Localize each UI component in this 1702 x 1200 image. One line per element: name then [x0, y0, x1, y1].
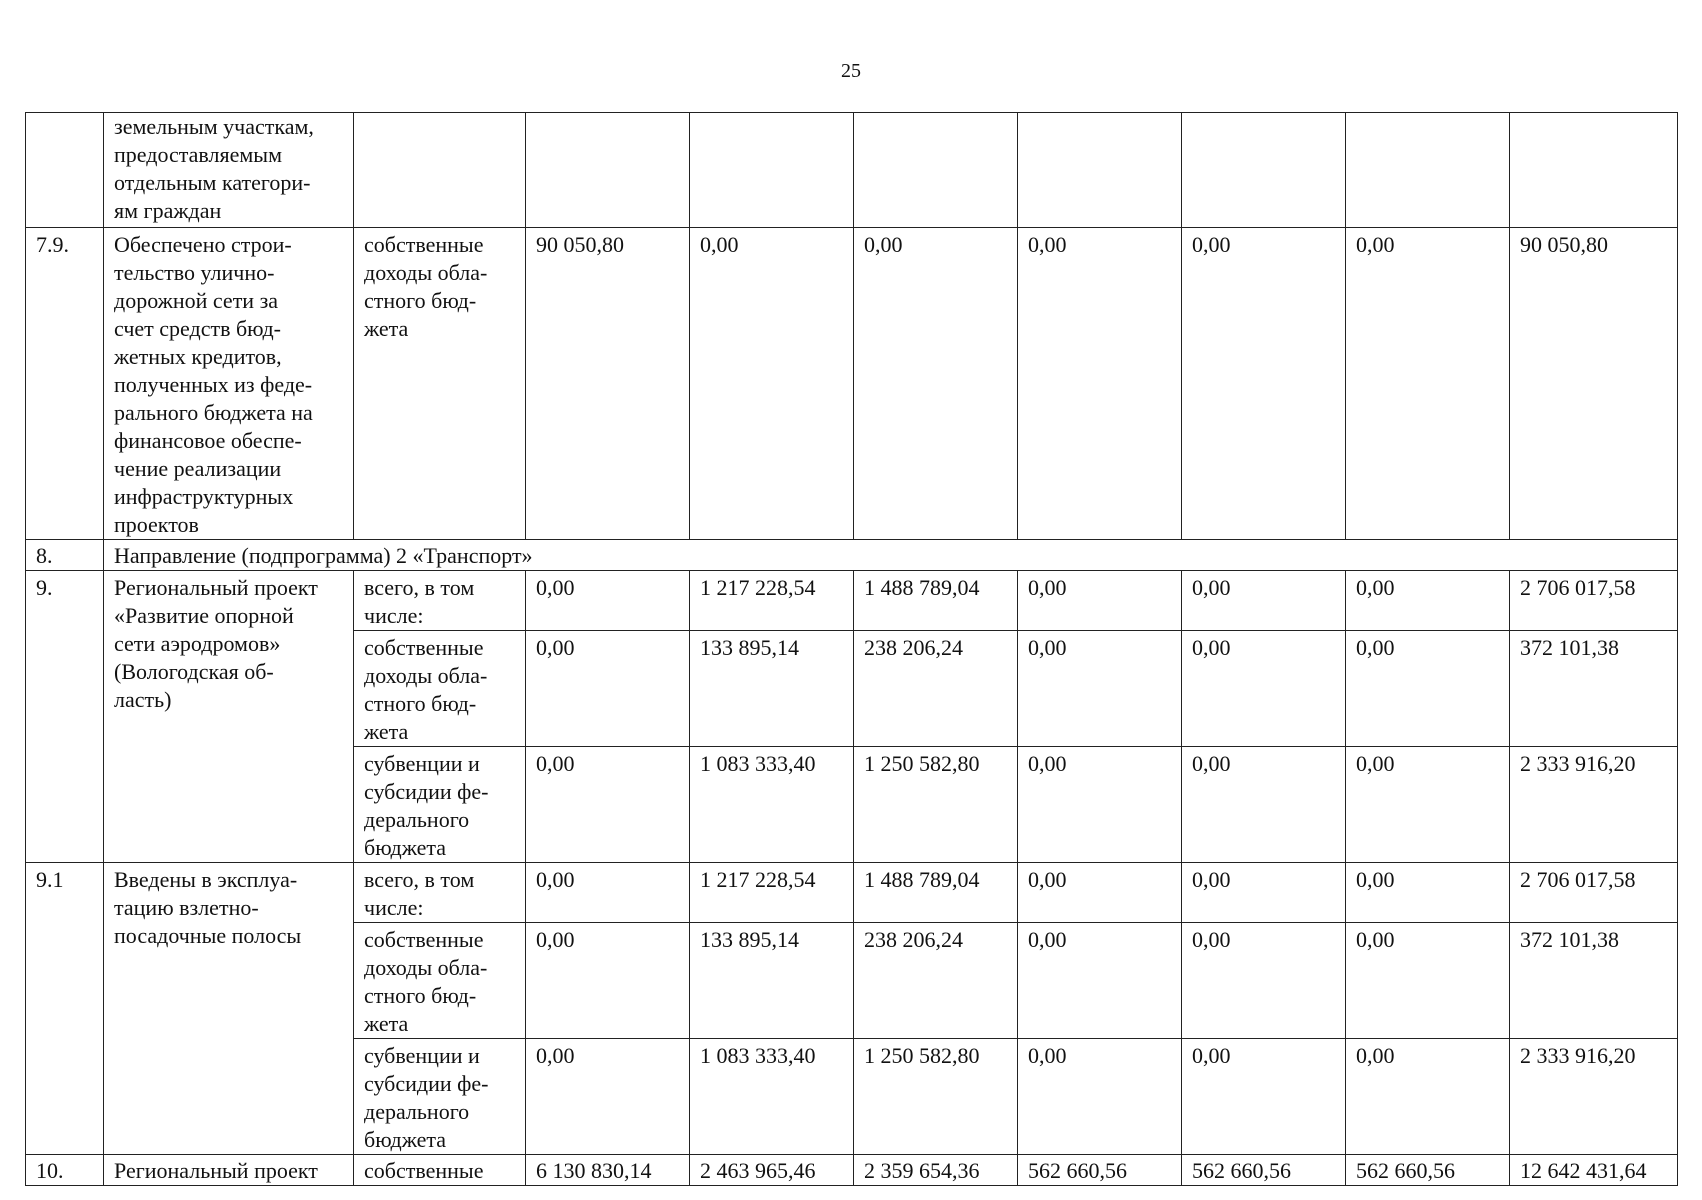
- table-row: [26, 571, 1678, 631]
- funding-source-cell: собственные доходы обла- стного бюд- жета: [354, 228, 526, 540]
- total-cell: 90 050,80: [1510, 228, 1678, 540]
- value-cell: [1018, 113, 1182, 228]
- table-row: [26, 228, 1678, 540]
- value-cell: 90 050,80: [526, 228, 690, 540]
- value-cell: 0,00: [526, 923, 690, 1039]
- result-name-cell: земельным участкам, предоставляемым отдельным категори- ям граждан: [104, 113, 354, 228]
- value-cell: 1 488 789,04: [854, 571, 1018, 631]
- result-name-cell: Региональный проект: [104, 1155, 354, 1186]
- funding-source-cell: собственные доходы обла- стного бюд- жета: [354, 631, 526, 747]
- result-name-cell: Введены в эксплуа- тацию взлетно- посадочные полосы: [104, 863, 354, 1155]
- value-cell: 0,00: [1018, 747, 1182, 863]
- value-cell: 0,00: [1018, 863, 1182, 923]
- value-cell: [690, 113, 854, 228]
- total-cell: 2 706 017,58: [1510, 571, 1678, 631]
- value-cell: 0,00: [526, 571, 690, 631]
- total-cell: 2 333 916,20: [1510, 1039, 1678, 1155]
- row-number-cell: [26, 113, 104, 228]
- value-cell: 0,00: [526, 1039, 690, 1155]
- total-cell: 372 101,38: [1510, 631, 1678, 747]
- value-cell: 1 217 228,54: [690, 571, 854, 631]
- value-cell: 0,00: [1018, 228, 1182, 540]
- value-cell: 2 463 965,46: [690, 1155, 854, 1186]
- row-number-cell: 7.9.: [26, 228, 104, 540]
- value-cell: 133 895,14: [690, 923, 854, 1039]
- value-cell: 0,00: [1182, 1039, 1346, 1155]
- value-cell: 6 130 830,14: [526, 1155, 690, 1186]
- value-cell: 0,00: [1346, 1039, 1510, 1155]
- funding-source-cell: всего, в том числе:: [354, 863, 526, 923]
- value-cell: 0,00: [1346, 571, 1510, 631]
- row-number-cell: 9.1: [26, 863, 104, 1155]
- table-row: [26, 863, 1678, 923]
- value-cell: 1 217 228,54: [690, 863, 854, 923]
- value-cell: 0,00: [1346, 631, 1510, 747]
- value-cell: [1510, 113, 1678, 228]
- row-number-cell: 9.: [26, 571, 104, 863]
- section-row: [26, 540, 1678, 571]
- funding-source-cell: субвенции и субсидии фе- дерального бюджета: [354, 747, 526, 863]
- funding-source-cell: собственные: [354, 1155, 526, 1186]
- value-cell: 0,00: [1346, 923, 1510, 1039]
- value-cell: 0,00: [1182, 631, 1346, 747]
- value-cell: [526, 113, 690, 228]
- value-cell: [1346, 113, 1510, 228]
- value-cell: 2 359 654,36: [854, 1155, 1018, 1186]
- funding-source-cell: субвенции и субсидии фе- дерального бюджета: [354, 1039, 526, 1155]
- funding-source-cell: всего, в том числе:: [354, 571, 526, 631]
- value-cell: 562 660,56: [1346, 1155, 1510, 1186]
- value-cell: [1182, 113, 1346, 228]
- value-cell: 0,00: [690, 228, 854, 540]
- value-cell: 562 660,56: [1018, 1155, 1182, 1186]
- value-cell: 0,00: [1018, 571, 1182, 631]
- budget-table: [25, 112, 1678, 1186]
- total-cell: 2 333 916,20: [1510, 747, 1678, 863]
- row-number-cell: 10.: [26, 1155, 104, 1186]
- funding-source-cell: [354, 113, 526, 228]
- result-name-cell: Региональный проект «Развитие опорной сети аэродромов» (Вологодская об- ласть): [104, 571, 354, 863]
- value-cell: 1 083 333,40: [690, 747, 854, 863]
- value-cell: 0,00: [526, 747, 690, 863]
- value-cell: 0,00: [1018, 923, 1182, 1039]
- value-cell: 0,00: [1182, 747, 1346, 863]
- value-cell: 238 206,24: [854, 923, 1018, 1039]
- value-cell: 0,00: [1018, 1039, 1182, 1155]
- value-cell: 0,00: [1346, 747, 1510, 863]
- funding-source-cell: собственные доходы обла- стного бюд- жета: [354, 923, 526, 1039]
- value-cell: 0,00: [1346, 863, 1510, 923]
- value-cell: 0,00: [1182, 923, 1346, 1039]
- value-cell: 133 895,14: [690, 631, 854, 747]
- value-cell: 0,00: [1182, 228, 1346, 540]
- section-title: Направление (подпрограмма) 2 «Транспорт»: [104, 540, 1678, 571]
- value-cell: 1 250 582,80: [854, 1039, 1018, 1155]
- row-number-cell: 8.: [26, 540, 104, 571]
- value-cell: 562 660,56: [1182, 1155, 1346, 1186]
- total-cell: 372 101,38: [1510, 923, 1678, 1039]
- value-cell: [854, 113, 1018, 228]
- value-cell: 0,00: [1182, 571, 1346, 631]
- result-name-cell: Обеспечено строи- тельство улично- дорожной сети за счет средств бюд- жетных кредитов, полученных из феде- рального бюджета на финансовое обеспе- чение реализации инфраструктурных проектов: [104, 228, 354, 540]
- total-cell: 2 706 017,58: [1510, 863, 1678, 923]
- total-cell: 12 642 431,64: [1510, 1155, 1678, 1186]
- table-row: [26, 1155, 1678, 1186]
- value-cell: 0,00: [1018, 631, 1182, 747]
- value-cell: 0,00: [1346, 228, 1510, 540]
- table-row: [26, 113, 1678, 228]
- value-cell: 1 250 582,80: [854, 747, 1018, 863]
- value-cell: 238 206,24: [854, 631, 1018, 747]
- value-cell: 1 083 333,40: [690, 1039, 854, 1155]
- value-cell: 0,00: [854, 228, 1018, 540]
- value-cell: 0,00: [1182, 863, 1346, 923]
- value-cell: 0,00: [526, 863, 690, 923]
- value-cell: 1 488 789,04: [854, 863, 1018, 923]
- page-number: 25: [841, 60, 861, 82]
- value-cell: 0,00: [526, 631, 690, 747]
